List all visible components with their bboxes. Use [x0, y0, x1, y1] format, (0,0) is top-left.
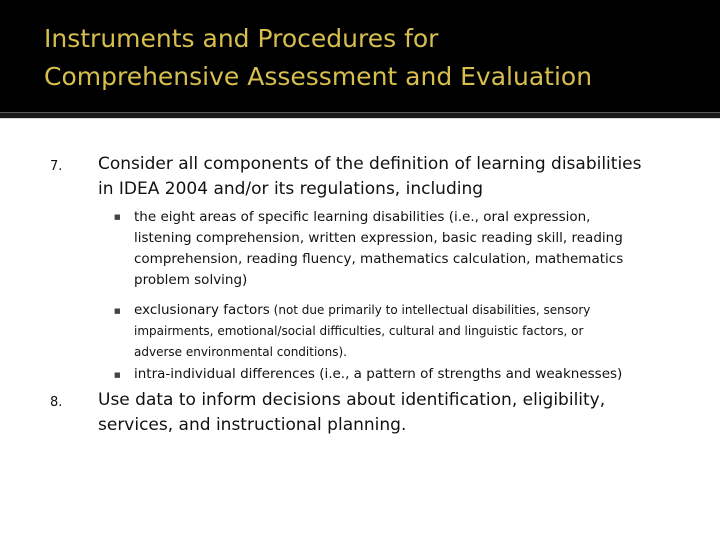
list-item-number-7: 7.: [50, 159, 63, 174]
sub-item-2-line-1: [134, 300, 694, 321]
bullet-icon: ■: [114, 307, 121, 315]
slide-title-line-2: Comprehensive Assessment and Evaluation: [44, 62, 593, 91]
title-divider: [0, 112, 720, 119]
list-item-8-text: [98, 388, 698, 438]
sub-item-1-line-2: listening comprehension, written expression, basic reading skill, reading: [134, 230, 623, 246]
list-item-8-line-2: services, and instructional planning.: [98, 415, 407, 435]
bullet-icon: ■: [114, 371, 121, 379]
sub-item-3-line-1: intra-individual differences (i.e., a pattern of strengths and weaknesses): [134, 366, 623, 382]
sub-item-specific-ld-areas: [134, 207, 694, 291]
list-item-8-line-1: Use data to inform decisions about identification, eligibility,: [98, 390, 606, 410]
sub-item-1-line-3: comprehension, reading fluency, mathematics calculation, mathematics: [134, 251, 624, 267]
sub-item-2-line-3: adverse environmental conditions).: [134, 345, 347, 359]
list-item-7-line-2: in IDEA 2004 and/or its regulations, including: [98, 179, 484, 199]
bullet-icon: ■: [114, 213, 121, 221]
slide-title: [44, 20, 704, 96]
list-item-7-text: [98, 152, 698, 202]
sub-item-2-line-2: impairments, emotional/social difficulties, cultural and linguistic factors, or: [134, 324, 584, 338]
sub-item-1-line-1: the eight areas of specific learning disabilities (i.e., oral expression,: [134, 209, 591, 225]
slide-title-line-1: Instruments and Procedures for: [44, 24, 439, 53]
sub-item-1-line-4: problem solving): [134, 272, 248, 288]
sub-item-2-lead: exclusionary factors: [134, 302, 270, 318]
sub-item-2-line-1-rest: (not due primarily to intellectual disabilities, sensory: [269, 303, 591, 317]
list-item-7-line-1: Consider all components of the definition of learning disabilities: [98, 154, 642, 174]
sub-item-intra-individual: [134, 364, 694, 385]
sub-item-exclusionary-factors: [134, 300, 694, 363]
list-item-number-8: 8.: [50, 395, 63, 410]
